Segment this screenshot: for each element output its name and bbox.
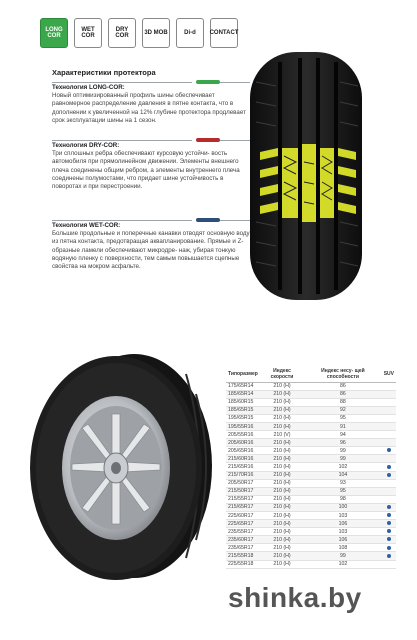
speed-index-cell: 210 (H) — [260, 390, 304, 398]
size-cell: 235/60R17 — [226, 536, 260, 544]
speed-index-cell: 210 (H) — [260, 528, 304, 536]
long-cor-icon — [40, 18, 68, 48]
load-index-cell: 106 — [304, 536, 382, 544]
speed-index-cell: 210 (H) — [260, 503, 304, 511]
size-cell: 225/55R18 — [226, 560, 260, 568]
load-index-cell: 103 — [304, 512, 382, 520]
load-index-cell: 108 — [304, 544, 382, 552]
load-index-cell: 106 — [304, 520, 382, 528]
suv-dot-icon — [387, 537, 391, 541]
suv-cell — [382, 422, 396, 430]
long-cor-icon-label: LONG — [45, 26, 63, 33]
speed-index-cell: 210 (H) — [260, 471, 304, 479]
table-row — [226, 479, 396, 487]
load-index-cell: 95 — [304, 414, 382, 422]
load-index-cell: 100 — [304, 503, 382, 511]
load-index-cell: 91 — [304, 422, 382, 430]
load-index-cell: 102 — [304, 463, 382, 471]
table-row — [226, 520, 396, 528]
load-index-cell: 99 — [304, 447, 382, 455]
table-row — [226, 528, 396, 536]
size-cell: 215/55R17 — [226, 495, 260, 503]
size-cell: 205/60R16 — [226, 439, 260, 447]
dry-cor-icon — [108, 18, 136, 48]
tire-product-image — [16, 344, 216, 588]
suv-cell — [382, 487, 396, 495]
contact-icon-label: CONTACT — [209, 29, 239, 36]
size-cell: 215/70R16 — [226, 471, 260, 479]
load-index-cell: 88 — [304, 398, 382, 406]
speed-index-cell: 210 (H) — [260, 560, 304, 568]
load-index-cell: 103 — [304, 528, 382, 536]
size-cell: 205/65R16 — [226, 447, 260, 455]
wet-cor-icon-label: COR — [81, 33, 95, 39]
suv-dot-icon — [387, 448, 391, 452]
load-index-cell: 86 — [304, 390, 382, 398]
speed-index-cell: 210 (H) — [260, 487, 304, 495]
size-cell: 215/50R17 — [226, 487, 260, 495]
suv-cell — [382, 479, 396, 487]
table-row — [226, 431, 396, 439]
speed-index-cell: 210 (H) — [260, 536, 304, 544]
protector-title: Характеристики протектора — [52, 68, 156, 77]
table-header-row — [226, 368, 396, 382]
tread-pattern-image — [244, 52, 368, 300]
tech-divider-line — [52, 82, 192, 83]
tech-long-cor-name: Технология LONG-COR: — [52, 84, 125, 91]
speed-index-cell: 210 (H) — [260, 495, 304, 503]
wet-cor-icon — [74, 18, 102, 48]
speed-index-cell: 210 (H) — [260, 455, 304, 463]
speed-index-cell: 210 (H) — [260, 414, 304, 422]
size-cell: 195/65R15 — [226, 414, 260, 422]
size-cell: 185/65R14 — [226, 390, 260, 398]
table-row — [226, 422, 396, 430]
speed-index-cell: 210 (V) — [260, 431, 304, 439]
contact-icon — [210, 18, 238, 48]
suv-dot-icon — [387, 529, 391, 533]
suv-cell — [382, 536, 396, 544]
table-row — [226, 503, 396, 511]
speed-index-cell: 210 (H) — [260, 544, 304, 552]
table-row — [226, 560, 396, 568]
suv-cell — [382, 495, 396, 503]
suv-cell — [382, 503, 396, 511]
suv-cell — [382, 544, 396, 552]
di-d-icon-label: Di-d — [184, 29, 196, 36]
size-cell: 225/60R17 — [226, 512, 260, 520]
suv-dot-icon — [387, 554, 391, 558]
load-index-cell: 86 — [304, 382, 382, 390]
suv-cell — [382, 520, 396, 528]
dry-cor-icon-label: COR — [115, 33, 129, 39]
3d-mob-icon — [142, 18, 170, 48]
size-cell: 195/55R16 — [226, 422, 260, 430]
speed-index-cell: 210 (H) — [260, 512, 304, 520]
speed-index-cell: 210 (H) — [260, 552, 304, 560]
table-row — [226, 544, 396, 552]
load-index-cell: 95 — [304, 487, 382, 495]
table-row — [226, 495, 396, 503]
load-index-cell: 94 — [304, 431, 382, 439]
suv-cell — [382, 414, 396, 422]
suv-cell — [382, 439, 396, 447]
load-index-cell: 93 — [304, 479, 382, 487]
tech-divider-line — [52, 220, 192, 221]
header-size: Типоразмер — [226, 368, 260, 382]
tech-dry-cor — [52, 142, 252, 191]
size-cell: 185/65R15 — [226, 406, 260, 414]
suv-cell — [382, 560, 396, 568]
table-row — [226, 536, 396, 544]
table-row — [226, 471, 396, 479]
table-row — [226, 552, 396, 560]
suv-cell — [382, 528, 396, 536]
tech-dry-cor-name: Технология DRY-COR: — [52, 142, 120, 149]
header-suv: SUV — [382, 368, 396, 382]
size-cell: 185/60R15 — [226, 398, 260, 406]
table-row — [226, 414, 396, 422]
table-row — [226, 447, 396, 455]
size-cell: 215/55R18 — [226, 552, 260, 560]
speed-index-cell: 210 (H) — [260, 439, 304, 447]
tech-wet-cor — [52, 222, 252, 271]
dry-cor-icon-label: DRY — [115, 26, 129, 33]
table-row — [226, 455, 396, 463]
suv-cell — [382, 471, 396, 479]
site-brand: shinka.by — [228, 582, 362, 613]
speed-index-cell: 210 (H) — [260, 463, 304, 471]
table-row — [226, 406, 396, 414]
speed-index-cell: 210 (H) — [260, 520, 304, 528]
size-cell: 205/55R16 — [226, 431, 260, 439]
load-index-cell: 92 — [304, 406, 382, 414]
table-row — [226, 390, 396, 398]
3d-mob-icon-label: 3D MOB — [144, 29, 168, 36]
suv-cell — [382, 463, 396, 471]
header-load-index: Индекс несу- щей способности — [304, 368, 382, 382]
size-cell: 225/65R17 — [226, 520, 260, 528]
suv-dot-icon — [387, 473, 391, 477]
tech-long-cor — [52, 84, 252, 125]
suv-cell — [382, 390, 396, 398]
suv-cell — [382, 447, 396, 455]
size-cell: 215/65R17 — [226, 503, 260, 511]
tech-dry-cor-text: Три сплошных ребра обеспечивают курсовую устойчи- вость автомобиля при прямолинейном движении. Элементы внешнего плеча соединены общим ребром, а элементы внутреннего плеча соединены полумостами, что придает шине устойчивость в поворотах и при перестроении. — [52, 150, 240, 190]
table-row — [226, 512, 396, 520]
long-cor-icon-label: COR — [47, 33, 61, 39]
load-index-cell: 104 — [304, 471, 382, 479]
size-cell: 175/65R14 — [226, 382, 260, 390]
dry-cor-marker — [196, 138, 220, 142]
table-row — [226, 463, 396, 471]
tire-sizes-table — [226, 368, 396, 569]
load-index-cell: 98 — [304, 495, 382, 503]
speed-index-cell: 210 (H) — [260, 398, 304, 406]
suv-dot-icon — [387, 513, 391, 517]
suv-dot-icon — [387, 521, 391, 525]
wet-cor-marker — [196, 218, 220, 222]
suv-cell — [382, 512, 396, 520]
suv-cell — [382, 406, 396, 414]
tech-divider-line — [52, 140, 192, 141]
tech-wet-cor-name: Технология WET-COR: — [52, 222, 121, 229]
suv-dot-icon — [387, 505, 391, 509]
wet-cor-icon-label: WET — [81, 26, 95, 33]
suv-dot-icon — [387, 465, 391, 469]
suv-cell — [382, 431, 396, 439]
suv-cell — [382, 382, 396, 390]
di-d-icon — [176, 18, 204, 48]
long-cor-marker — [196, 80, 220, 84]
load-index-cell: 99 — [304, 552, 382, 560]
size-cell: 205/50R17 — [226, 479, 260, 487]
load-index-cell: 99 — [304, 455, 382, 463]
tech-long-cor-text: Новый оптимизированный профиль шины обеспечивает равномерное распределение давления в пятне контакта, что в дополнении к увеличенной на 12% глубине протектора продлевает срок эксплуатации шины на 1 сезон. — [52, 92, 246, 124]
speed-index-cell: 210 (H) — [260, 479, 304, 487]
suv-dot-icon — [387, 546, 391, 550]
table-row — [226, 382, 396, 390]
load-index-cell: 96 — [304, 439, 382, 447]
size-cell: 215/60R16 — [226, 455, 260, 463]
size-cell: 215/65R16 — [226, 463, 260, 471]
header-speed-index: Индекс скорости — [260, 368, 304, 382]
speed-index-cell: 210 (H) — [260, 447, 304, 455]
size-cell: 235/65R17 — [226, 544, 260, 552]
table-row — [226, 439, 396, 447]
tech-wet-cor-text: Большие продольные и поперечные канавки отводят основную воду из пятна контакта, предотвращая аквапланирование. Прямые и Z-образные ламели обеспечивают микродре- наж, убирая тонкую водяную пленку с поверхности, тем самым повышается сцепные свойства на мокром асфальте. — [52, 230, 250, 270]
speed-index-cell: 210 (H) — [260, 382, 304, 390]
table-row — [226, 487, 396, 495]
table-row — [226, 398, 396, 406]
speed-index-cell: 210 (H) — [260, 422, 304, 430]
feature-icon-row — [40, 18, 238, 48]
size-cell: 235/55R17 — [226, 528, 260, 536]
suv-cell — [382, 398, 396, 406]
load-index-cell: 102 — [304, 560, 382, 568]
suv-cell — [382, 455, 396, 463]
speed-index-cell: 210 (H) — [260, 406, 304, 414]
suv-cell — [382, 552, 396, 560]
